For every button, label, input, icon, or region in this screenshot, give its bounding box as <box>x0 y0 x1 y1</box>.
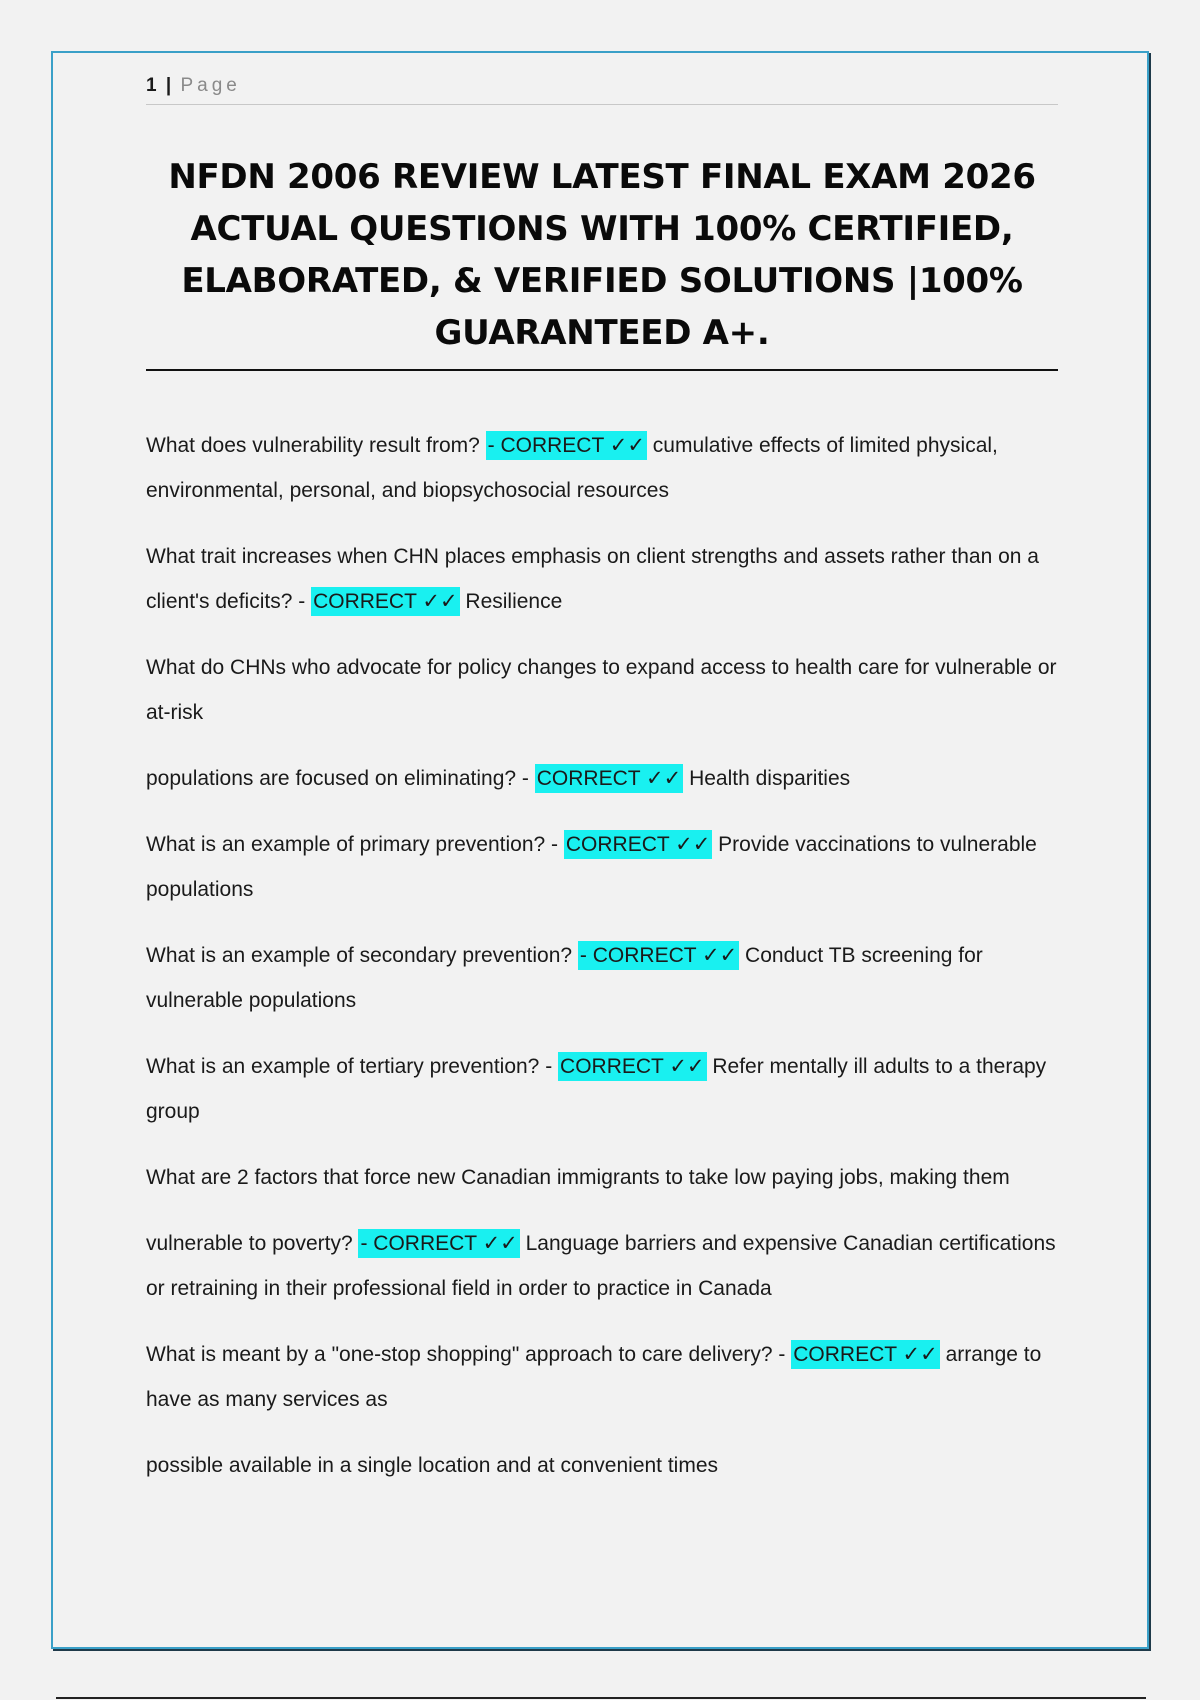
correct-marker: - CORRECT ✓✓ <box>358 1229 519 1258</box>
answer-text: Resilience <box>459 590 563 613</box>
answer-text: cumulative effects of limited physical, environmental, personal, and biopsychosocial resources <box>146 434 998 502</box>
correct-marker: - CORRECT ✓✓ <box>578 941 739 970</box>
question-text: What is meant by a "one-stop shopping" approach to care delivery? - <box>146 1343 792 1366</box>
question-text: possible available in a single location and at convenient times <box>146 1454 719 1477</box>
correct-marker: CORRECT ✓✓ <box>535 764 683 793</box>
question-text: What is an example of tertiary prevention? - <box>146 1055 559 1078</box>
answer-text: Conduct TB screening for vulnerable populations <box>146 944 983 1012</box>
qa-item <box>146 645 1058 735</box>
answer-text: Language barriers and expensive Canadian certifications or retraining in their professional field in order to practice in Canada <box>146 1232 1056 1300</box>
question-text: What trait increases when CHN places emphasis on client strengths and assets rather than on a client's deficits? - <box>146 545 1039 613</box>
correct-marker: CORRECT ✓✓ <box>564 830 712 859</box>
document-title: NFDN 2006 REVIEW LATEST FINAL EXAM 2026 ACTUAL QUESTIONS WITH 100% CERTIFIED, ELABORATED, & VERIFIED SOLUTIONS |100% GUARANTEED A+. <box>168 157 1036 353</box>
answer-text: Refer mentally ill adults to a therapy group <box>146 1055 1047 1123</box>
correct-marker: CORRECT ✓✓ <box>791 1340 939 1369</box>
qa-item <box>146 933 1058 1023</box>
answer-text: arrange to have as many services as <box>146 1343 1042 1411</box>
qa-item <box>146 1443 1058 1488</box>
qa-item <box>146 534 1058 624</box>
qa-item <box>146 1332 1058 1422</box>
page-separator: | <box>165 75 172 96</box>
question-text: What is an example of secondary prevention? <box>146 944 578 967</box>
qa-list <box>146 423 1058 1488</box>
question-text: What is an example of primary prevention? - <box>146 833 564 856</box>
qa-item <box>146 423 1058 513</box>
question-text: What are 2 factors that force new Canadian immigrants to take low paying jobs, making them <box>146 1166 1010 1189</box>
qa-item <box>146 756 1058 801</box>
page-header <box>146 72 1058 105</box>
qa-item <box>146 1155 1058 1200</box>
qa-item <box>146 1221 1058 1311</box>
correct-marker: - CORRECT ✓✓ <box>486 431 647 460</box>
page-label: Page <box>180 75 241 96</box>
question-text: vulnerable to poverty? <box>146 1232 359 1255</box>
qa-item <box>146 1044 1058 1134</box>
question-text: What do CHNs who advocate for policy changes to expand access to health care for vulnerable or at-risk <box>146 656 1057 724</box>
correct-marker: CORRECT ✓✓ <box>311 587 459 616</box>
page-number: 1 <box>146 75 157 96</box>
page-content <box>146 72 1058 1503</box>
answer-text: Health disparities <box>683 767 851 790</box>
title-block <box>146 151 1058 371</box>
question-text: populations are focused on eliminating? - <box>146 767 535 790</box>
answer-text: Provide vaccinations to vulnerable populations <box>146 833 1037 901</box>
question-text: What does vulnerability result from? <box>146 434 486 457</box>
qa-item <box>146 822 1058 912</box>
bottom-rule <box>56 1697 1146 1699</box>
correct-marker: CORRECT ✓✓ <box>558 1052 706 1081</box>
